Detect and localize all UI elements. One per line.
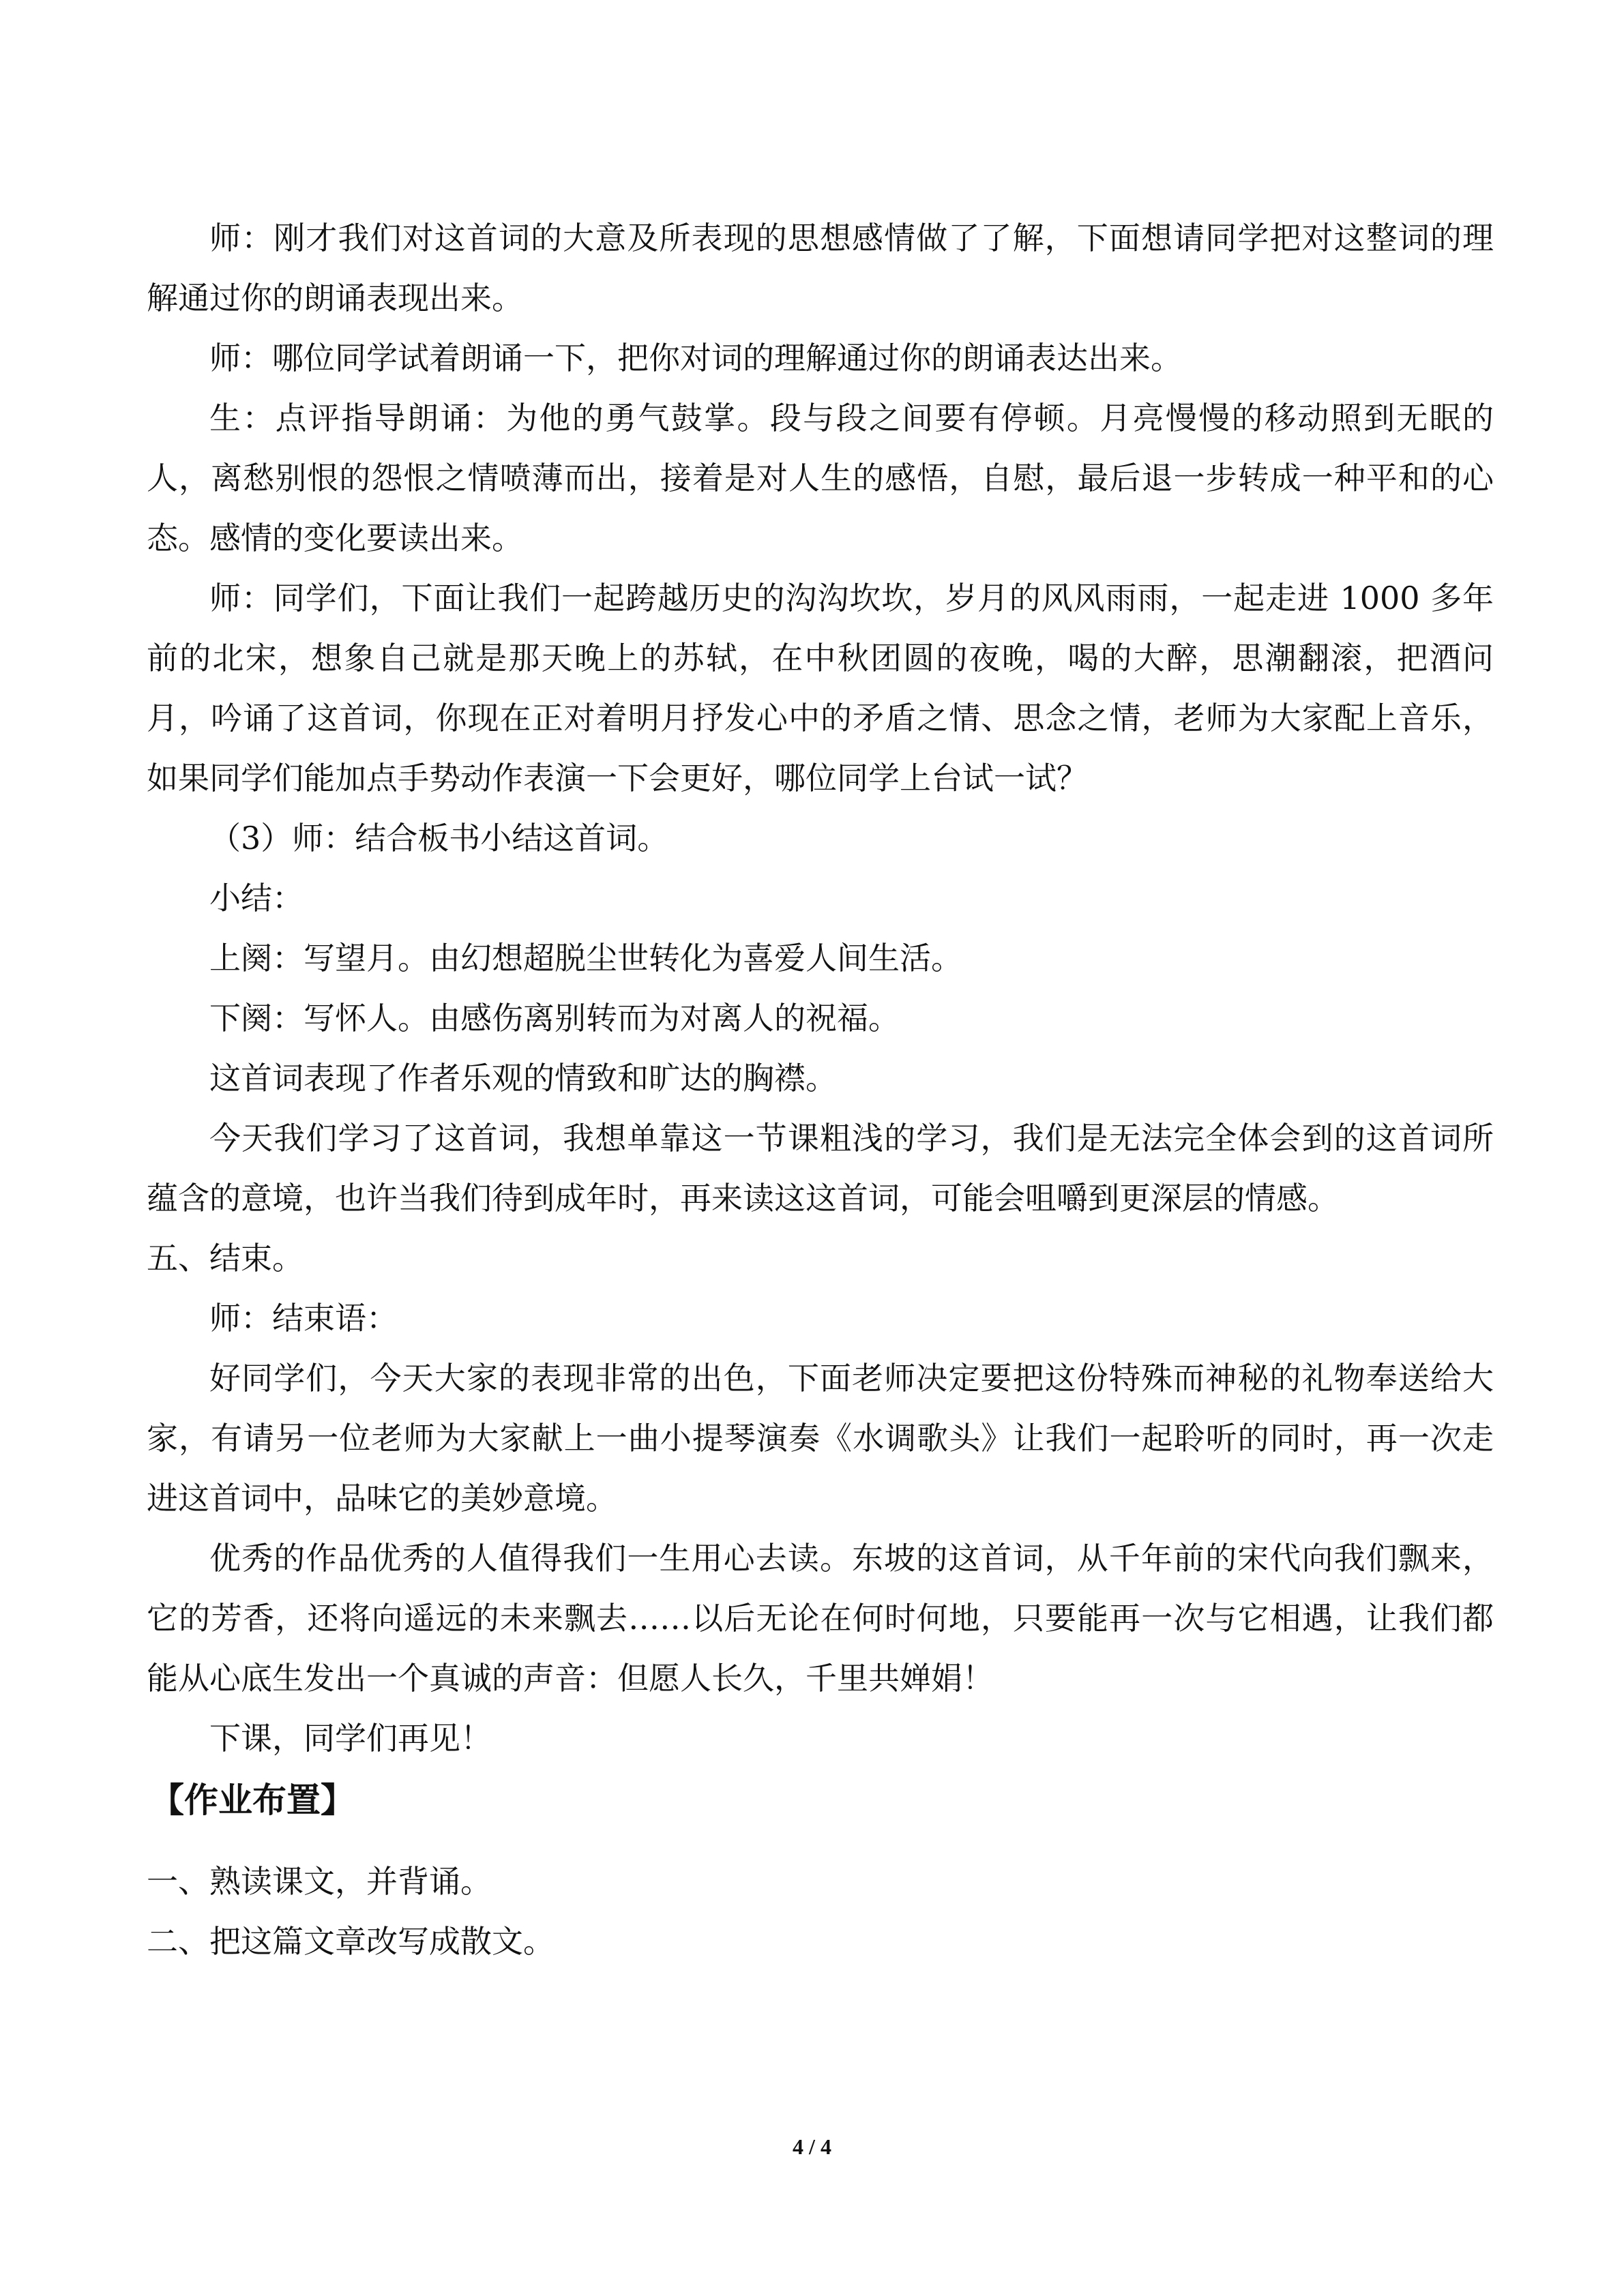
- homework-item: 二、把这篇文章改写成散文。: [147, 1923, 555, 1960]
- paragraph-closing-gift: 好同学们，今天大家的表现非常的出色，下面老师决定要把这份特殊而神秘的礼物奉送给大家，有请另一位老师为大家献上一曲小提琴演奏《水调歌头》让我们一起聆听的同时，再一次走进这首词中，品味它的美妙意境。: [147, 1360, 1494, 1517]
- paragraph-summary-label: 小结：: [209, 880, 304, 916]
- paragraph-recite-intro: 师：刚才我们对这首词的大意及所表现的思想感情做了了解，下面想请同学把对这整词的理解通过你的朗诵表现出来。: [147, 220, 1494, 316]
- page-number: 4 / 4: [793, 2134, 831, 2159]
- paragraph-performance: 师：同学们，下面让我们一起跨越历史的沟沟坎坎，岁月的风风雨雨，一起走进 1000 多年前的北宋，想象自己就是那天晚上的苏轼，在中秋团圆的夜晚，喝的大醉，思潮翻滚，把酒问月，吟诵了这首词，你现在正对着明月抒发心中的矛盾之情、思念之情，老师为大家配上音乐，如果同学们能加点手势动作表演一下会更好，哪位同学上台试一试？: [147, 580, 1494, 796]
- homework-list: [147, 1851, 1494, 1971]
- paragraph-lower-stanza: 下阕：写怀人。由感伤离别转而为对离人的祝福。: [209, 1000, 900, 1037]
- section-ending: 五、结束。: [147, 1240, 304, 1277]
- paragraph-closing-wish: 优秀的作品优秀的人值得我们一生用心去读。东坡的这首词，从千年前的宋代向我们飘来，它的芳香，还将向遥远的未来飘去……以后无论在何时何地，只要能再一次与它相遇，让我们都能从心底生发出一个真诚的声音：但愿人长久，千里共婵娟！: [147, 1540, 1494, 1697]
- paragraph-reflection: 今天我们学习了这首词，我想单靠这一节课粗浅的学习，我们是无法完全体会到的这首词所蕴含的意境，也许当我们待到成年时，再来读这这首词，可能会咀嚼到更深层的情感。: [147, 1120, 1494, 1217]
- homework-item: 一、熟读课文，并背诵。: [147, 1863, 492, 1900]
- paragraph-goodbye: 下课，同学们再见！: [209, 1720, 492, 1757]
- paragraph-summary-step: （3）师：结合板书小结这首词。: [209, 820, 669, 856]
- paragraph-upper-stanza: 上阕：写望月。由幻想超脱尘世转化为喜爱人间生活。: [209, 940, 962, 976]
- lesson-body: [147, 208, 1494, 1768]
- paragraph-closing-label: 师：结束语：: [209, 1300, 398, 1337]
- paragraph-recite-invite: 师：哪位同学试着朗诵一下，把你对词的理解通过你的朗诵表达出来。: [209, 340, 1182, 376]
- paragraph-student-comment: 生：点评指导朗诵：为他的勇气鼓掌。段与段之间要有停顿。月亮慢慢的移动照到无眠的人，离愁别恨的怨恨之情喷薄而出，接着是对人生的感悟，自慰，最后退一步转成一种平和的心态。感情的变化要读出来。: [147, 400, 1494, 556]
- paragraph-theme: 这首词表现了作者乐观的情致和旷达的胸襟。: [209, 1060, 837, 1097]
- homework-heading: 【作业布置】: [150, 1780, 355, 1820]
